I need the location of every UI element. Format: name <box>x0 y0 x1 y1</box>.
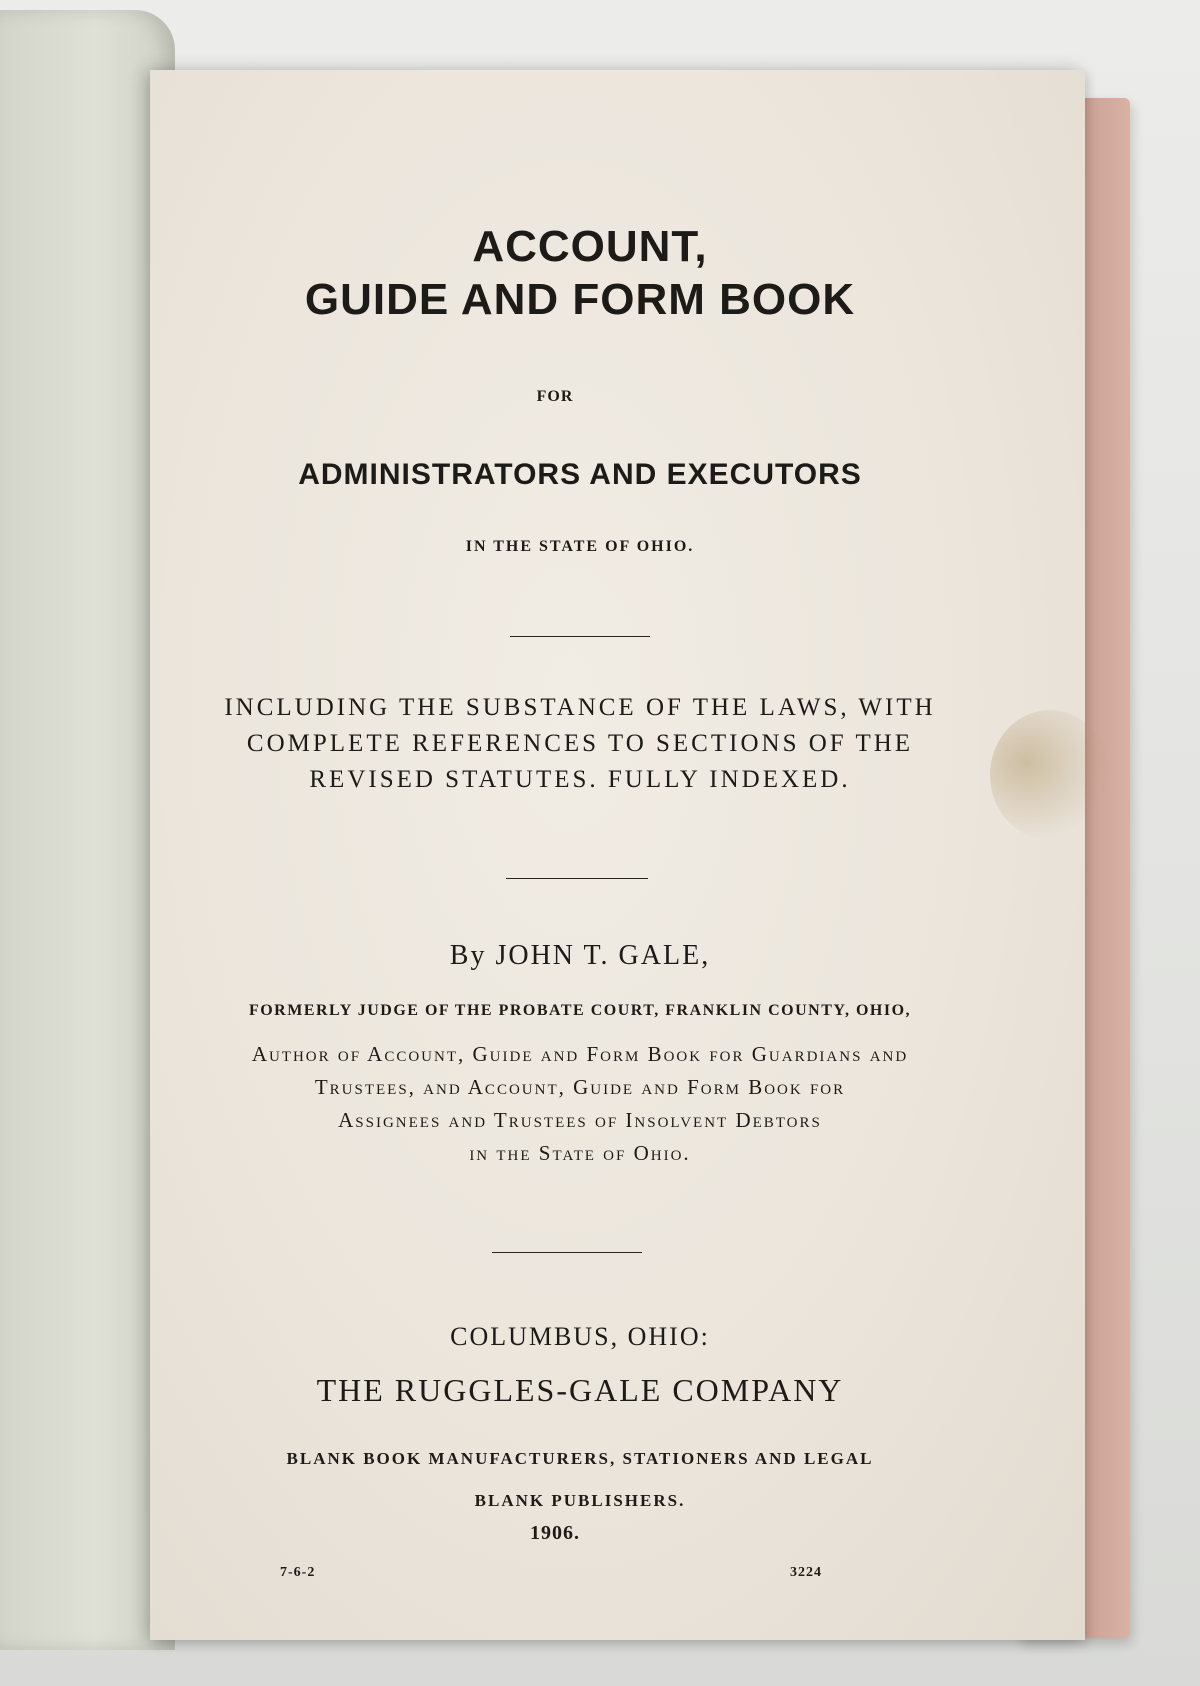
author-works <box>150 1038 1010 1170</box>
title-line-1: ACCOUNT, <box>472 222 708 271</box>
publisher-company: THE RUGGLES-GALE COMPANY <box>316 1372 844 1408</box>
description-line-3: REVISED STATUTES. FULLY INDEXED. <box>309 766 851 793</box>
author-credential: FORMERLY JUDGE OF THE PROBATE COURT, FRANKLIN COUNTY, OHIO, <box>248 1002 912 1019</box>
divider-rule-1 <box>510 636 650 637</box>
description <box>150 690 1010 798</box>
publication-year: 1906. <box>530 1522 580 1544</box>
author-works-line-1: Author of Account, Guide and Form Book for Guardians and <box>251 1042 909 1066</box>
printer-code-left: 7-6-2 <box>280 1565 316 1580</box>
description-line-1: INCLUDING THE SUBSTANCE OF THE LAWS, WITH <box>224 694 936 721</box>
title-line-2: GUIDE AND FORM BOOK <box>304 275 856 324</box>
facing-page <box>0 10 175 1650</box>
author-byline: By JOHN T. GALE, <box>449 940 711 971</box>
author-works-line-4: in the State of Ohio. <box>469 1141 691 1165</box>
publisher-trade <box>150 1438 1010 1522</box>
printer-code-right: 3224 <box>790 1565 822 1580</box>
divider-rule-3 <box>492 1252 642 1253</box>
title-page <box>150 70 1085 1640</box>
description-line-2: COMPLETE REFERENCES TO SECTIONS OF THE <box>246 730 914 757</box>
state-line: IN THE STATE OF OHIO. <box>465 538 695 555</box>
divider-rule-2 <box>506 878 648 879</box>
publisher-trade-line-1: BLANK BOOK MANUFACTURERS, STATIONERS AND LEGAL <box>286 1449 874 1468</box>
publisher-trade-line-2: BLANK PUBLISHERS. <box>474 1491 686 1510</box>
author-works-line-3: Assignees and Trustees of Insolvent Debtors <box>338 1108 822 1132</box>
subject-heading: ADMINISTRATORS AND EXECUTORS <box>298 458 862 491</box>
author-works-line-2: Trustees, and Account, Guide and Form Book for <box>314 1075 846 1099</box>
title-page-content <box>150 70 1085 1640</box>
publisher-city: COLUMBUS, OHIO: <box>450 1322 710 1351</box>
for-label: FOR <box>536 388 574 405</box>
